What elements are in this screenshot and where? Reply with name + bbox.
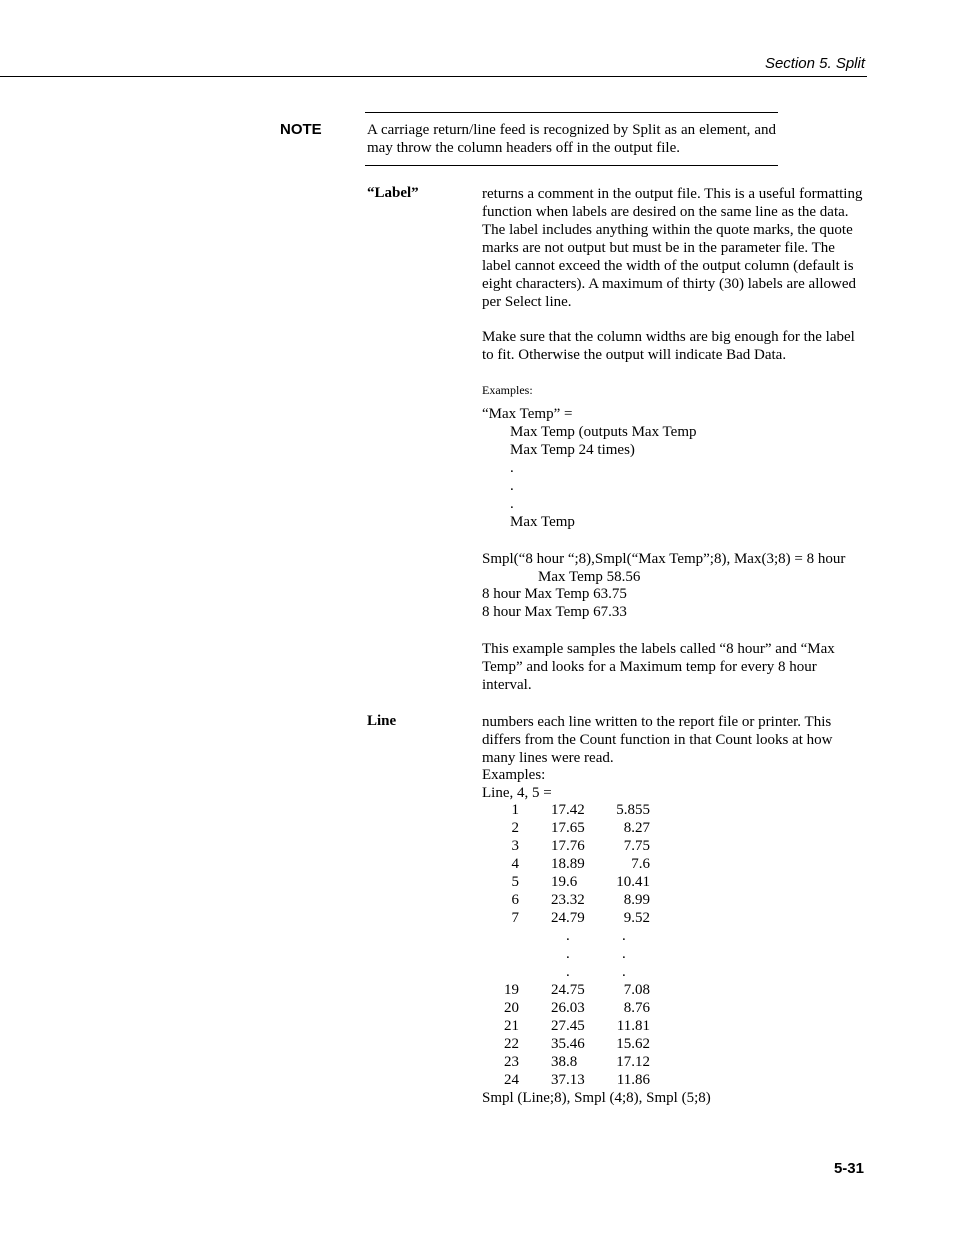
col5-value: 8.99 <box>623 892 650 908</box>
col4-value: . <box>566 946 570 962</box>
note-label: NOTE <box>280 121 322 138</box>
row-number: 20 <box>504 1000 519 1016</box>
col4-value: 19.6 <box>551 874 578 890</box>
header-rule <box>0 76 867 77</box>
col4-value: . <box>566 964 570 980</box>
col4-value: 26.03 <box>551 1000 585 1016</box>
col4-value: 23.32 <box>551 892 585 908</box>
label-example1-line: . <box>510 496 514 512</box>
col4-value: 24.75 <box>551 982 585 998</box>
label-example1-expr: “Max Temp” = <box>482 406 573 422</box>
col5-value: . <box>622 928 626 944</box>
row-number: 2 <box>511 820 519 836</box>
row-number: 21 <box>504 1018 519 1034</box>
col5-value: 11.86 <box>616 1072 650 1088</box>
col4-value: 38.8 <box>551 1054 578 1070</box>
label-example1-line: Max Temp (outputs Max Temp <box>510 424 697 440</box>
col4-value: 17.76 <box>551 838 585 854</box>
row-number: 3 <box>511 838 519 854</box>
row-number: 22 <box>504 1036 519 1052</box>
col4-value: . <box>566 928 570 944</box>
label-example2-line: 8 hour Max Temp 63.75 <box>482 586 627 602</box>
label-example1-line: Max Temp 24 times) <box>510 442 635 458</box>
label-example-explanation: This example samples the labels called “8 hour” and “Max Temp” and looks for a Maximum temp for every 8 hour interval. <box>482 641 835 693</box>
col5-value: 8.27 <box>623 820 650 836</box>
col4-value: 17.42 <box>551 802 585 818</box>
col5-value: 8.76 <box>623 1000 650 1016</box>
label-example1-line: Max Temp <box>510 514 575 530</box>
label-example1-line: . <box>510 460 514 476</box>
col5-value: . <box>622 946 626 962</box>
row-number: 24 <box>504 1072 519 1088</box>
col5-value: 5.855 <box>616 802 650 818</box>
note-bottom-rule <box>365 165 778 166</box>
label-example2-line: 8 hour Max Temp 67.33 <box>482 604 627 620</box>
line-examples-heading: Examples: <box>482 767 546 783</box>
term-label: “Label” <box>367 185 419 201</box>
row-number: 23 <box>504 1054 519 1070</box>
col5-value: 10.41 <box>616 874 650 890</box>
col5-value: 15.62 <box>616 1036 650 1052</box>
col5-value: 9.52 <box>623 910 650 926</box>
col4-value: 35.46 <box>551 1036 585 1052</box>
note-text: A carriage return/line feed is recognized by Split as an element, and may throw the column headers off in the output file. <box>367 122 776 156</box>
row-number: 4 <box>511 856 519 872</box>
note-top-rule <box>365 112 778 113</box>
term-line: Line <box>367 713 397 729</box>
row-number: 7 <box>511 910 519 926</box>
col4-value: 37.13 <box>551 1072 585 1088</box>
line-description: numbers each line written to the report file or printer. This differs from the Count function in that Count looks at how many lines were read. <box>482 714 833 766</box>
row-number: 6 <box>511 892 519 908</box>
col5-value: 7.75 <box>623 838 650 854</box>
col5-value: 17.12 <box>616 1054 650 1070</box>
col5-value: . <box>622 964 626 980</box>
col4-value: 17.65 <box>551 820 585 836</box>
page-number: 5-31 <box>833 1160 864 1177</box>
running-header: Section 5. Split <box>764 55 865 72</box>
col4-value: 27.45 <box>551 1018 585 1034</box>
line-example-expr: Line, 4, 5 = <box>482 785 552 801</box>
col4-value: 24.79 <box>551 910 585 926</box>
label-example1-line: . <box>510 478 514 494</box>
col4-value: 18.89 <box>551 856 585 872</box>
label-column-width-note: Make sure that the column widths are big enough for the label to fit. Otherwise the output will indicate Bad Data. <box>482 329 855 363</box>
row-number: 1 <box>511 802 519 818</box>
col5-value: 11.81 <box>616 1018 650 1034</box>
line-footer-expr: Smpl (Line;8), Smpl (4;8), Smpl (5;8) <box>482 1090 711 1106</box>
row-number: 19 <box>504 982 519 998</box>
label-examples-heading: Examples: <box>482 383 533 397</box>
col5-value: 7.6 <box>631 856 650 872</box>
label-example2-expr: Smpl(“8 hour “;8),Smpl(“Max Temp”;8), Max(3;8) = 8 hour <box>482 551 846 567</box>
row-number: 5 <box>511 874 519 890</box>
label-description: returns a comment in the output file. This is a useful formatting function when labels are desired on the same line as the data. The label includes anything within the quote marks, the quote marks are not output but must be in the parameter file. The label cannot exceed the width of the output column (default is eight characters). A maximum of thirty (30) labels are allowed per Select line. <box>482 186 863 310</box>
label-example2-cont: Max Temp 58.56 <box>538 569 641 585</box>
col5-value: 7.08 <box>623 982 650 998</box>
